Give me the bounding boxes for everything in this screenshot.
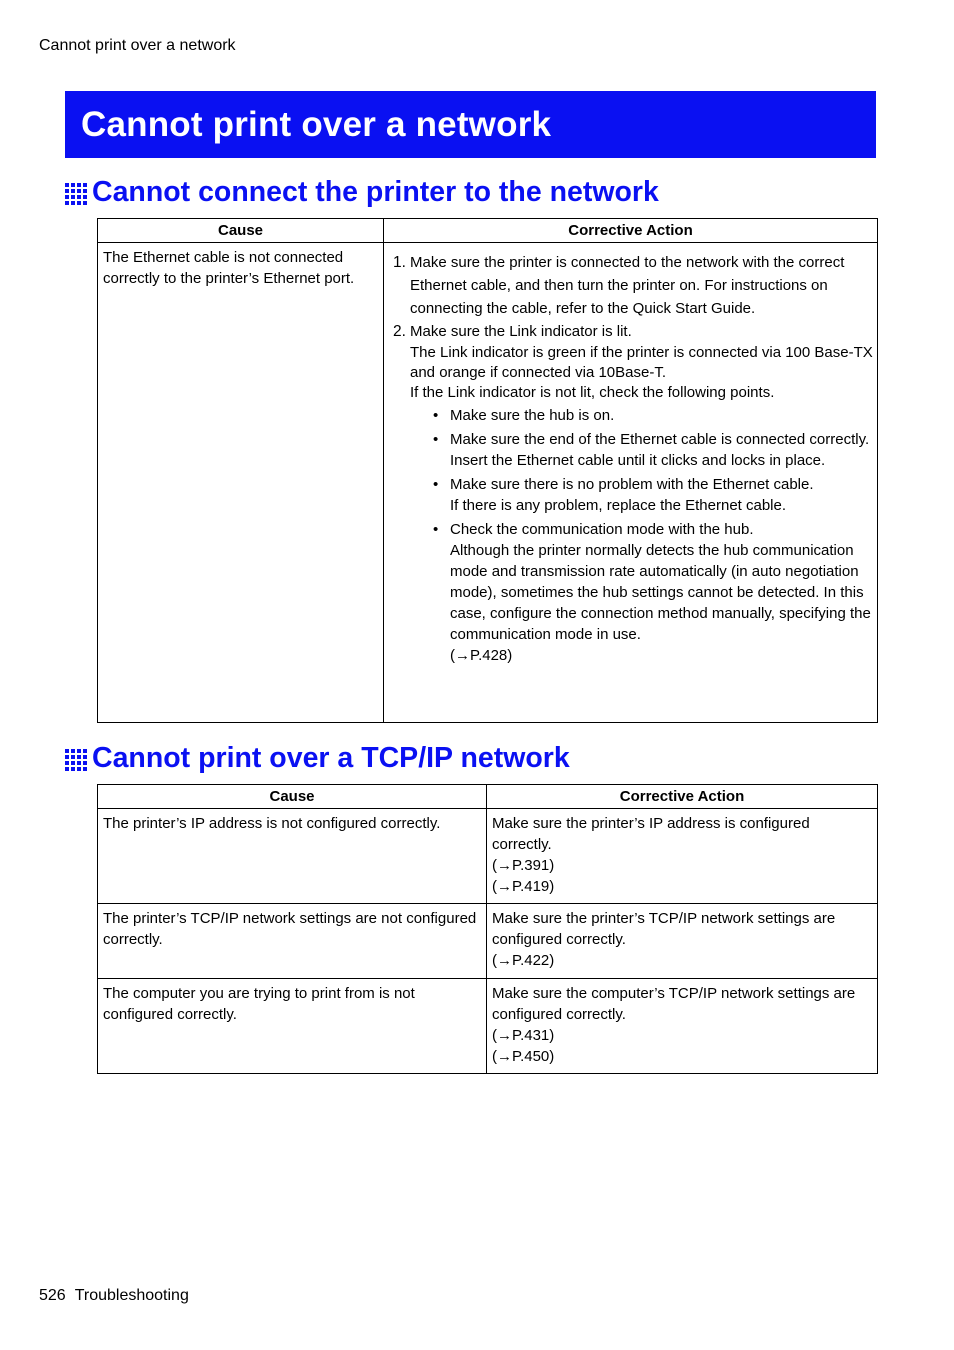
page-reference: (→P.422) [492, 952, 555, 969]
page-reference: (→P.450) [492, 1048, 555, 1065]
cause-cell: The printer’s TCP/IP network settings are not configured correctly. [98, 904, 487, 979]
step-text: Make sure the printer is connected to the network with the correct Ethernet cable, and then turn the printer on. For instructions on connecting the cable, refer to the Quick Start Guide. [410, 254, 845, 317]
bullet-mark: • [433, 476, 439, 493]
bullet-mark: • [433, 521, 439, 538]
check-points-list [410, 405, 873, 666]
table-row [98, 809, 878, 904]
running-header: Cannot print over a network [39, 37, 236, 54]
page-reference: (→P.428) [450, 647, 513, 664]
bullet-text: Make sure there is no problem with the Ethernet cable. [450, 476, 814, 493]
bullet-text: If there is any problem, replace the Ethernet cable. [450, 497, 787, 514]
cause-cell: The printer’s IP address is not configured correctly. [98, 809, 487, 904]
step-note: If the Link indicator is not lit, check the following points. [410, 384, 775, 401]
action-cell [384, 243, 878, 723]
list-item [433, 405, 873, 426]
network-table [97, 218, 878, 723]
column-header-cause: Cause [98, 219, 384, 243]
section-heading-network [65, 176, 659, 209]
bullet-mark: • [433, 431, 439, 448]
action-cell [487, 904, 878, 979]
bullet-text: Although the printer normally detects the hub communication mode and transmission rate automatically (in auto negotiation mode), sometimes the hub settings cannot be detected. In this case, configure the connection method manually, specifying the communication mode in use. [450, 542, 871, 643]
step-item [393, 320, 873, 666]
page-title: Cannot print over a network [81, 104, 552, 144]
list-item [433, 474, 873, 516]
bullet-text: Make sure the end of the Ethernet cable is connected correctly. [450, 431, 870, 448]
action-text: Make sure the printer’s IP address is configured correctly. [492, 815, 810, 853]
page-footer [39, 1287, 189, 1305]
footer-section: Troubleshooting [74, 1287, 189, 1304]
step-item [393, 251, 873, 320]
action-cell [487, 809, 878, 904]
column-header-action: Corrective Action [487, 785, 878, 809]
table-row [98, 979, 878, 1074]
bullet-text: Check the communication mode with the hub. [450, 521, 754, 538]
table-row [98, 904, 878, 979]
page-reference: (→P.391) [492, 857, 555, 874]
step-text: Make sure the Link indicator is lit. [410, 323, 632, 340]
page-reference: (→P.419) [492, 878, 555, 895]
action-cell [487, 979, 878, 1074]
list-item [433, 429, 873, 471]
cause-cell: The computer you are trying to print from is not configured correctly. [98, 979, 487, 1074]
grid-icon [65, 749, 87, 771]
page-number: 526 [39, 1287, 66, 1304]
bullet-text: Insert the Ethernet cable until it clicks and locks in place. [450, 452, 826, 469]
table-header-row [98, 785, 878, 809]
page-title-bar [65, 91, 876, 158]
steps-list [393, 251, 873, 666]
action-text: Make sure the printer’s TCP/IP network settings are configured correctly. [492, 910, 836, 948]
grid-icon [65, 183, 87, 205]
column-header-cause: Cause [98, 785, 487, 809]
section-title: Cannot connect the printer to the network [92, 176, 659, 208]
tcpip-table [97, 784, 878, 1074]
table-row [98, 243, 878, 723]
section-heading-tcpip [65, 742, 570, 775]
section-title: Cannot print over a TCP/IP network [92, 742, 570, 774]
list-item [433, 519, 873, 666]
bullet-text: Make sure the hub is on. [450, 407, 615, 424]
bullet-mark: • [433, 407, 439, 424]
step-note: The Link indicator is green if the printer is connected via 100 Base-TX and orange if connected via 10Base-T. [410, 344, 873, 381]
column-header-action: Corrective Action [384, 219, 878, 243]
page-reference: (→P.431) [492, 1027, 555, 1044]
step-number: 2. [393, 323, 406, 340]
cause-cell: The Ethernet cable is not connected correctly to the printer’s Ethernet port. [98, 243, 384, 723]
action-text: Make sure the computer’s TCP/IP network settings are configured correctly. [492, 985, 856, 1023]
step-number: 1. [393, 254, 406, 271]
table-header-row [98, 219, 878, 243]
